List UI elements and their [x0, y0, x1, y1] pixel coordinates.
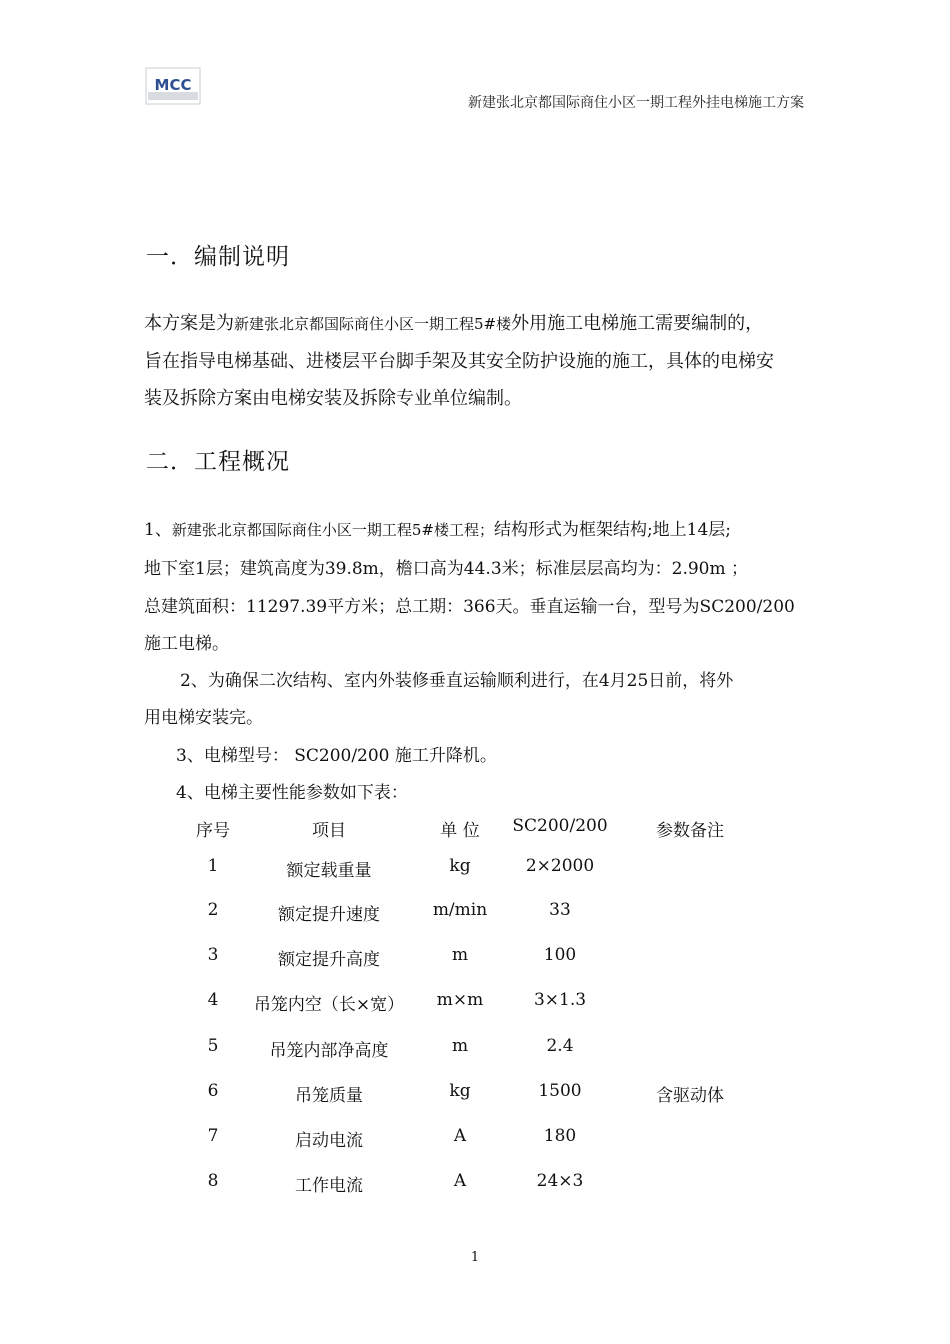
item1-line1 — [144, 515, 731, 540]
item4: 4、电梯主要性能参数如下表： — [176, 783, 408, 803]
table-cell: 4 — [207, 990, 219, 1010]
logo-text: MCC — [154, 76, 192, 94]
section1-text-a: 本方案是为 — [144, 313, 234, 334]
table-header-cell: SC200/200 — [512, 816, 608, 836]
table-cell: 吊笼内空（长×宽） — [253, 995, 405, 1015]
table-cell: 吊笼内部净高度 — [269, 1041, 389, 1061]
table-cell: 2×2000 — [525, 856, 595, 876]
table-row — [170, 1171, 770, 1201]
section1-heading: 一．编制说明 — [146, 244, 290, 270]
section1-text-c: 外用施工电梯施工需要编制的， — [511, 313, 764, 334]
table-row — [170, 900, 770, 930]
table-cell: m×m — [436, 990, 484, 1010]
table-cell: A — [453, 1171, 467, 1191]
table-cell: 8 — [207, 1171, 219, 1191]
section1-line3: 装及拆除方案由电梯安装及拆除专业单位编制。 — [144, 388, 522, 409]
table-cell: 2 — [207, 900, 219, 920]
item2-line2: 用电梯安装完。 — [144, 708, 263, 728]
table-header-cell: 序号 — [196, 821, 230, 841]
table-header-cell: 参数备注 — [656, 821, 724, 841]
item1-line3: 总建筑面积：11297.39平方米；总工期：366天。垂直运输一台，型号为SC200/200 — [144, 597, 795, 617]
table-cell: 1 — [207, 856, 219, 876]
table-cell: 180 — [543, 1126, 577, 1146]
section2-heading: 二．工程概况 — [146, 449, 290, 475]
section1-line2: 旨在指导电梯基础、进楼层平台脚手架及其安全防护设施的施工，具体的电梯安 — [144, 351, 774, 372]
table-cell: m/min — [432, 900, 488, 920]
table-cell: 额定提升速度 — [278, 905, 380, 925]
mcc-logo-icon — [144, 66, 202, 106]
section1-project-name: 新建张北京都国际商住小区一期工程5#楼 — [234, 315, 512, 333]
table-cell: 启动电流 — [295, 1131, 363, 1151]
table-header-cell: 项目 — [312, 821, 346, 841]
table-cell: m — [451, 1036, 469, 1056]
item2-line1: 2、为确保二次结构、室内外装修垂直运输顺利进行，在4月25日前，将外 — [180, 671, 734, 691]
table-cell: 吊笼质量 — [295, 1086, 363, 1106]
table-cell: 额定提升高度 — [278, 950, 380, 970]
table-cell: 7 — [207, 1126, 219, 1146]
item1-line4: 施工电梯。 — [144, 634, 229, 654]
table-cell: 1500 — [538, 1081, 582, 1101]
table-header-cell: 单 位 — [440, 821, 480, 841]
page-number: 1 — [470, 1250, 480, 1265]
table-header-row — [170, 816, 770, 846]
table-cell: m — [451, 945, 469, 965]
item1-number: 1、 — [144, 520, 172, 540]
table-cell: 含驱动体 — [656, 1086, 724, 1106]
table-cell: 3×1.3 — [533, 990, 587, 1010]
table-cell: 100 — [543, 945, 577, 965]
table-cell: 工作电流 — [295, 1176, 363, 1196]
table-cell: kg — [449, 856, 471, 876]
item1-project: 新建张北京都国际商住小区一期工程5#楼工程； — [171, 521, 494, 539]
table-row — [170, 1126, 770, 1156]
table-cell: kg — [449, 1081, 471, 1101]
mcc-logo — [144, 66, 202, 106]
table-row — [170, 1081, 770, 1111]
table-cell: 6 — [207, 1081, 219, 1101]
table-row — [170, 945, 770, 975]
item1-line2: 地下室1层；建筑高度为39.8m，檐口高为44.3米；标准层层高均为：2.90m ； — [144, 559, 749, 579]
table-row — [170, 990, 770, 1020]
header-title: 新建张北京都国际商住小区一期工程外挂电梯施工方案 — [468, 95, 804, 111]
table-cell: 额定载重量 — [286, 861, 372, 881]
table-cell: 24×3 — [536, 1171, 584, 1191]
table-row — [170, 1036, 770, 1066]
table-row — [170, 856, 770, 886]
table-cell: 3 — [207, 945, 219, 965]
table-cell: 5 — [207, 1036, 219, 1056]
item1-structure: 结构形式为框架结构;地上14层; — [493, 520, 732, 540]
table-cell: 33 — [549, 900, 571, 920]
table-cell: A — [453, 1126, 467, 1146]
section1-paragraph — [144, 305, 808, 417]
table-cell: 2.4 — [546, 1036, 574, 1056]
item3: 3、电梯型号： SC200/200 施工升降机。 — [176, 746, 497, 766]
